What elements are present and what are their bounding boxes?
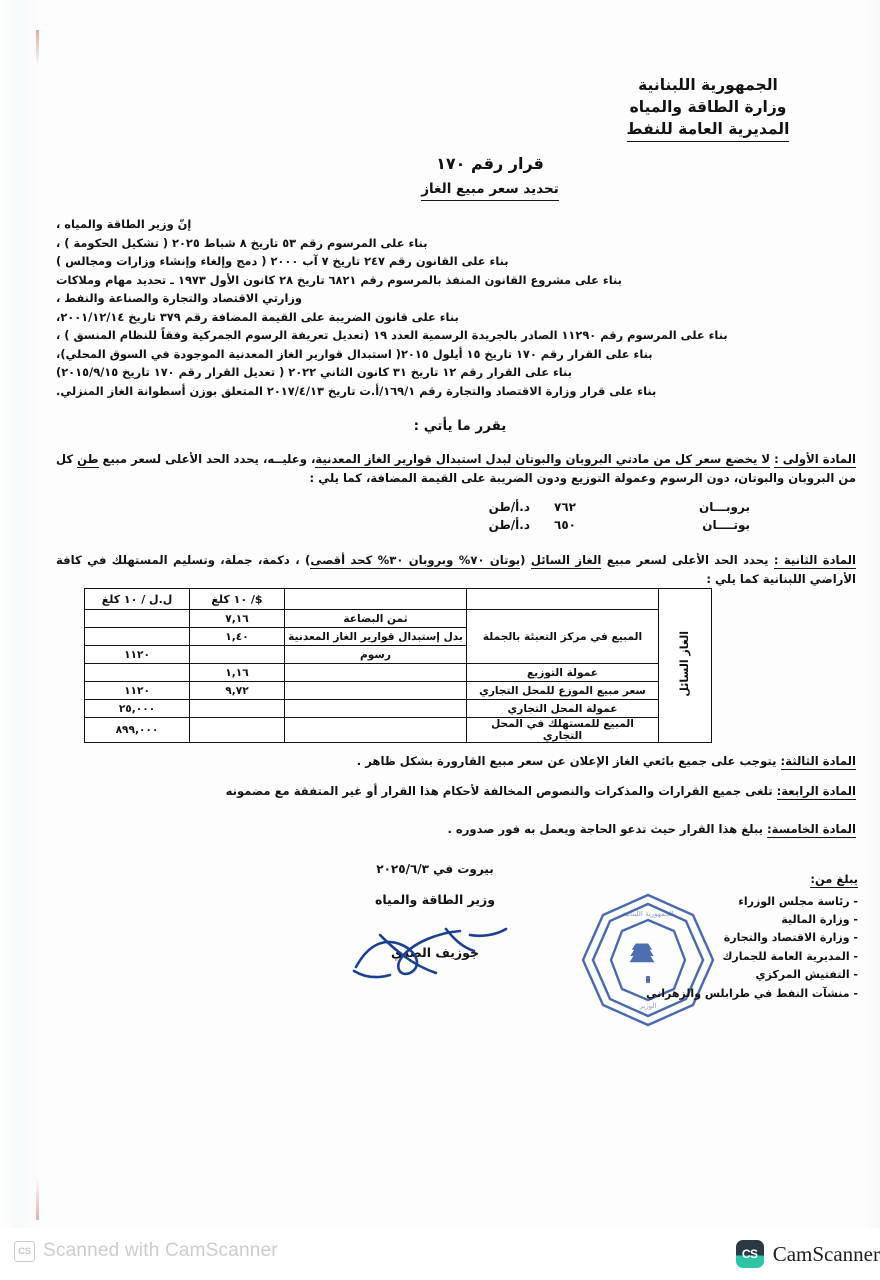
table-row xyxy=(85,682,712,700)
preamble-clause: بناء على القرار رقم ١٢ تاريخ ٣١ كانون الثاني ٢٠٢٢ ( تعديل القرار رقم ١٧٠ تاريخ ٢٠١٥/٩/١٥) xyxy=(56,365,572,380)
article-5-text: يبلغ هذا القرار حيث تدعو الحاجة ويعمل به فور صدوره . xyxy=(447,822,763,836)
table-cell-stage: عمولة المحل التجاري xyxy=(467,700,659,718)
bulk-price-row xyxy=(330,518,750,532)
article-1 xyxy=(56,450,856,488)
preamble-clause: بناء على القرار رقم ١٧٠ تاريخ ١٥ أيلول ٢٠١٥( استبدال قوارير الغاز المعدنية الموجودة في السوق المحلي)، xyxy=(56,346,653,361)
signature-city-date: بيروت في ٢٠٢٥/٦/٣ xyxy=(376,862,494,876)
article-3 xyxy=(56,752,856,771)
gas-price-table xyxy=(84,588,712,743)
letterhead-ministry: وزارة الطاقة والمياه xyxy=(629,98,787,116)
bulk-price-name: بروبـــان xyxy=(699,500,750,514)
decree-subject: تحديد سعر مبيع الغاز xyxy=(421,179,559,201)
preamble-opening: إنّ وزير الطاقة والمياه ، xyxy=(56,217,192,231)
preamble-clause: بناء على القانون رقم ٢٤٧ تاريخ ٧ آب ٢٠٠٠ ( دمج وإلغاء وإنشاء وزارات ومجالس ) xyxy=(56,254,509,269)
table-cell-component xyxy=(285,718,467,743)
decree-subject-wrap xyxy=(340,176,640,201)
table-header-usd: $/ ١٠ كلغ xyxy=(190,589,285,610)
table-cell-usd xyxy=(190,700,285,718)
table-cell-stage: سعر مبيع الموزع للمحل التجاري xyxy=(467,682,659,700)
article-2-text-c: ) ، دكمة، جملة، وتسليم المستهلك في كافة الأراضي اللبنانية كما يلي : xyxy=(56,553,856,586)
article-2-text-b: ( xyxy=(520,553,526,567)
table-cell-component: رسوم xyxy=(285,646,467,664)
preamble-clause: بناء على مشروع القانون المنفذ بالمرسوم رقم ٦٨٢١ تاريخ ٢٨ كانون الأول ١٩٧٣ ـ تحديد مهام وملاكات xyxy=(56,272,622,287)
decree-title-block xyxy=(340,152,640,201)
signature-title: وزير الطاقة والمياه xyxy=(374,892,496,907)
article-4-text: تلغى جميع القرارات والمذكرات والنصوص المخالفة لأحكام هذا القرار أو غير المتفقة مع مضمونه xyxy=(225,784,773,798)
camscanner-logo-icon: CS xyxy=(736,1240,764,1268)
letterhead-directorate: المديرية العامة للنفط xyxy=(558,118,858,142)
svg-text:الوزير: الوزير xyxy=(639,1002,657,1010)
bulk-price-unit: د.أ/طن xyxy=(488,500,530,514)
table-cell-usd: ٩,٧٢ xyxy=(190,682,285,700)
bulk-price-unit: د.أ/طن xyxy=(488,518,530,532)
camscanner-brand-name: CamScanner xyxy=(772,1241,880,1266)
table-cell-component xyxy=(285,682,467,700)
table-cell-lbp: ٢٥,٠٠٠ xyxy=(85,700,190,718)
table-cell-usd xyxy=(190,718,285,743)
article-1-underlined: لا يخضع سعر كل من مادتي البروبان والبوتان لبدل استبدال قوارير الغاز المعدنية xyxy=(315,452,771,466)
table-vertical-header: الغاز السائل xyxy=(659,589,712,743)
table-cell-lbp xyxy=(85,664,190,682)
article-4 xyxy=(56,782,856,801)
article-2 xyxy=(56,551,856,589)
bulk-price-name: بوتــــان xyxy=(702,518,750,532)
article-1-underlined-2: طن xyxy=(77,452,99,466)
table-cell-lbp xyxy=(85,610,190,628)
table-cell-stage: عمولة التوزيع xyxy=(467,664,659,682)
signature-name: جوزيف الصدي xyxy=(391,945,479,960)
article-1-label: المادة الأولى : xyxy=(774,452,856,466)
distribution-item: - التفتيش المركزي xyxy=(755,968,858,982)
article-2-label: المادة الثانية : xyxy=(773,553,857,567)
table-row xyxy=(85,700,712,718)
distribution-list xyxy=(643,868,858,1003)
table-cell-usd: ١,١٦ xyxy=(190,664,285,682)
table-header-lbp: ل.ل / ١٠ كلغ xyxy=(85,589,190,610)
table-cell-lbp: ١١٢٠ xyxy=(85,682,190,700)
article-2-underlined-b: بوتان ٧٠% وبروبان ٣٠% كحد أقصى xyxy=(310,553,521,567)
table-cell-lbp: ٨٩٩,٠٠٠ xyxy=(85,718,190,743)
handwritten-signature xyxy=(350,915,550,985)
table-header-component xyxy=(285,589,467,610)
preamble xyxy=(56,216,856,401)
article-2-underlined-a: الغاز السائل xyxy=(530,553,602,567)
distribution-item: - رئاسة مجلس الوزراء xyxy=(738,894,858,908)
table-header-stage xyxy=(467,589,659,610)
article-3-text: يتوجب على جميع بائعي الغاز الإعلان عن سعر مبيع القارورة بشكل ظاهر . xyxy=(356,754,777,768)
table-cell-usd: ١,٤٠ xyxy=(190,628,285,646)
article-5 xyxy=(56,820,856,839)
table-row xyxy=(85,610,712,628)
camscanner-watermark xyxy=(14,1240,278,1262)
article-1-text-2: كل من البروبان والبوتان، دون الرسوم وعمولة التوزيع ودون الضريبة على القيمة المضافة، كما يلي : xyxy=(56,452,856,485)
table-cell-component xyxy=(285,664,467,682)
article-3-label: المادة الثالثة: xyxy=(780,754,856,768)
preamble-clause: بناء على المرسوم رقم ١١٢٩٠ الصادر بالجريدة الرسمية العدد ١٩ (تعديل تعريفة الرسوم الجمركية وفقاً للنظام المنسق ) ، xyxy=(56,328,728,343)
table-cell-component xyxy=(285,700,467,718)
gas-price-table-wrapper xyxy=(101,588,712,743)
distribution-item: - وزارة المالية xyxy=(781,912,858,926)
distribution-item: - منشآت النفط في طرابلس والزهراني xyxy=(645,986,858,1000)
svg-text:الجمهورية اللبنانية: الجمهورية اللبنانية xyxy=(622,910,674,918)
table-cell-lbp: ١١٢٠ xyxy=(85,646,190,664)
table-row xyxy=(85,664,712,682)
article-1-text: ، وعليــه، يحدد الحد الأعلى لسعر مبيع xyxy=(102,452,316,466)
table-cell-component: بدل إستبدال قوارير الغاز المعدنية xyxy=(285,628,467,646)
preamble-clause: بناء على المرسوم رقم ٥٣ تاريخ ٨ شباط ٢٠٢٥ ( تشكيل الحكومة ) ، xyxy=(56,235,428,250)
decides-heading: يقرر ما يأتي : xyxy=(413,418,507,434)
article-4-label: المادة الرابعة: xyxy=(776,784,856,798)
letterhead-republic: الجمهورية اللبنانية xyxy=(638,76,778,94)
bulk-price-list xyxy=(330,500,750,536)
article-2-text-a: يحدد الحد الأعلى لسعر مبيع xyxy=(606,553,769,567)
table-cell-stage: المبيع في مركز التعبئة بالجملة xyxy=(467,610,659,664)
camscanner-watermark-badge-icon: CS xyxy=(14,1241,35,1262)
distribution-item: - المديرية العامة للجمارك xyxy=(722,949,858,963)
preamble-clause: بناء على قانون الضريبة على القيمة المضافة رقم ٣٧٩ تاريخ ٢٠٠١/١٢/١٤، xyxy=(56,309,459,324)
table-cell-usd: ٧,١٦ xyxy=(190,610,285,628)
table-cell-stage: المبيع للمستهلك في المحل التجاري xyxy=(467,718,659,743)
table-row xyxy=(85,718,712,743)
decree-number: قرار رقم ١٧٠ xyxy=(436,154,544,173)
article-5-label: المادة الخامسة: xyxy=(767,822,856,836)
letterhead xyxy=(558,74,858,142)
bulk-price-value: ٧٦٢ xyxy=(554,500,576,514)
preamble-clause: بناء على قرار وزارة الاقتصاد والتجارة رقم ١٦٩/١/أ.ت تاريخ ٢٠١٧/٤/١٣ المتعلق بوزن أسطوانة الغاز المنزلي. xyxy=(56,383,657,398)
table-header-row xyxy=(85,589,712,610)
distribution-item: - وزارة الاقتصاد والتجارة xyxy=(723,931,858,945)
table-cell-component: ثمن البضاعة xyxy=(285,610,467,628)
bulk-price-row xyxy=(330,500,750,514)
table-cell-lbp xyxy=(85,628,190,646)
preamble-clause: وزارتي الاقتصاد والتجارة والصناعة والنفط ، xyxy=(56,291,302,306)
table-cell-usd xyxy=(190,646,285,664)
distribution-title-wrap: يبلغ من: xyxy=(810,872,858,886)
camscanner-watermark-text: Scanned with CamScanner xyxy=(43,1240,278,1261)
bulk-price-value: ٦٥٠ xyxy=(554,518,576,532)
